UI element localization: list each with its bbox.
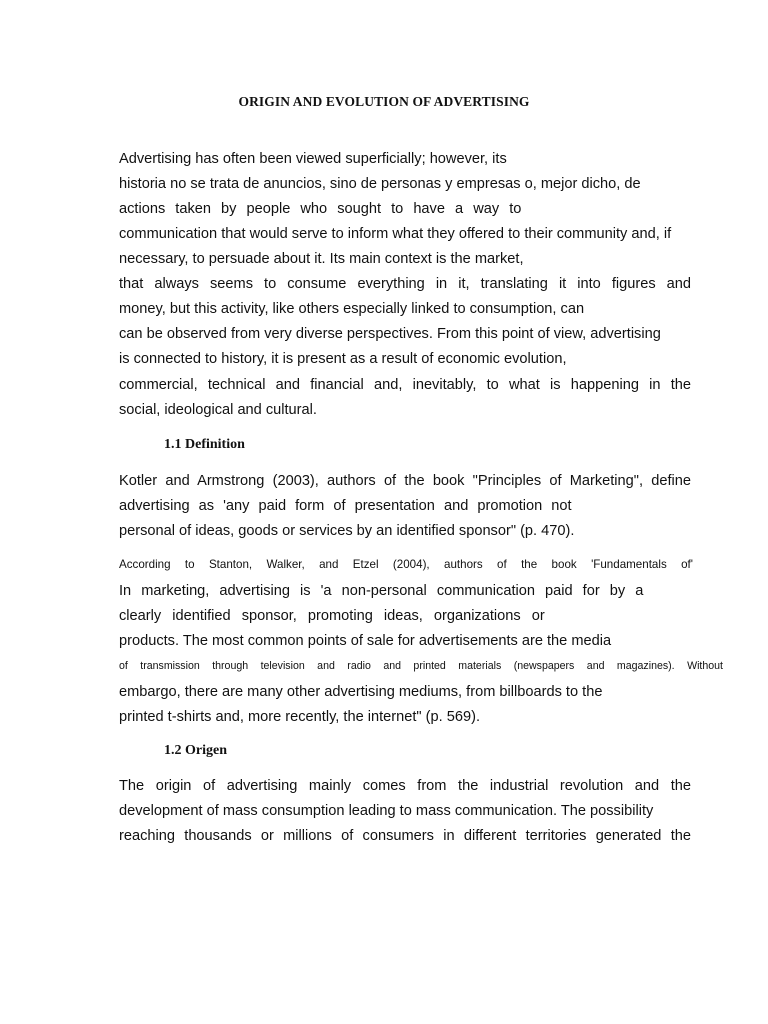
intro-line: money, but this activity, like others especially linked to consumption, can [119, 301, 585, 317]
definition-line: clearly identified sponsor, promoting ideas, organizations or [119, 608, 545, 624]
intro-line: Advertising has often been viewed superficially; however, its [119, 151, 507, 167]
definition-line: products. The most common points of sale for advertisements are the media [119, 633, 612, 649]
intro-line: that always seems to consume everything in it, translating it into figures and [119, 276, 691, 292]
intro-line: is connected to history, it is present as a result of economic evolution, [119, 351, 567, 367]
intro-line: actions taken by people who sought to have a way to [119, 201, 522, 217]
definition-line: advertising as 'any paid form of presentation and promotion not [119, 498, 572, 514]
definition-line: personal of ideas, goods or services by an identified sponsor" (p. 470). [119, 523, 575, 539]
definition-line: printed t-shirts and, more recently, the internet" (p. 569). [119, 709, 481, 725]
intro-line: historia no se trata de anuncios, sino de personas y empresas o, mejor dicho, de [119, 176, 641, 192]
intro-line: can be observed from very diverse perspectives. From this point of view, advertising [119, 326, 661, 342]
definition-line: According to Stanton, Walker, and Etzel (2004), authors of the book 'Fundamentals of' [119, 558, 693, 571]
intro-line: necessary, to persuade about it. Its main context is the market, [119, 251, 524, 267]
section-heading-definition: 1.1 Definition [164, 437, 245, 452]
section-heading-origen: 1.2 Origen [164, 743, 227, 758]
definition-line: Kotler and Armstrong (2003), authors of the book "Principles of Marketing", define [119, 473, 691, 489]
origen-line: development of mass consumption leading to mass communication. The possibility [119, 803, 654, 819]
document-title: ORIGIN AND EVOLUTION OF ADVERTISING [238, 94, 530, 109]
definition-line: embargo, there are many other advertising mediums, from billboards to the [119, 684, 603, 700]
origen-line: The origin of advertising mainly comes from the industrial revolution and the [119, 778, 691, 794]
intro-line: communication that would serve to inform what they offered to their community and, if [119, 226, 672, 242]
origen-line: reaching thousands or millions of consumers in different territories generated the [119, 828, 691, 844]
intro-line: commercial, technical and financial and, inevitably, to what is happening in the [119, 377, 691, 393]
intro-line: social, ideological and cultural. [119, 402, 317, 418]
definition-line: In marketing, advertising is 'a non-personal communication paid for by a [119, 583, 644, 599]
definition-line: of transmission through television and radio and printed materials (newspapers and magazines). Without [119, 660, 723, 672]
